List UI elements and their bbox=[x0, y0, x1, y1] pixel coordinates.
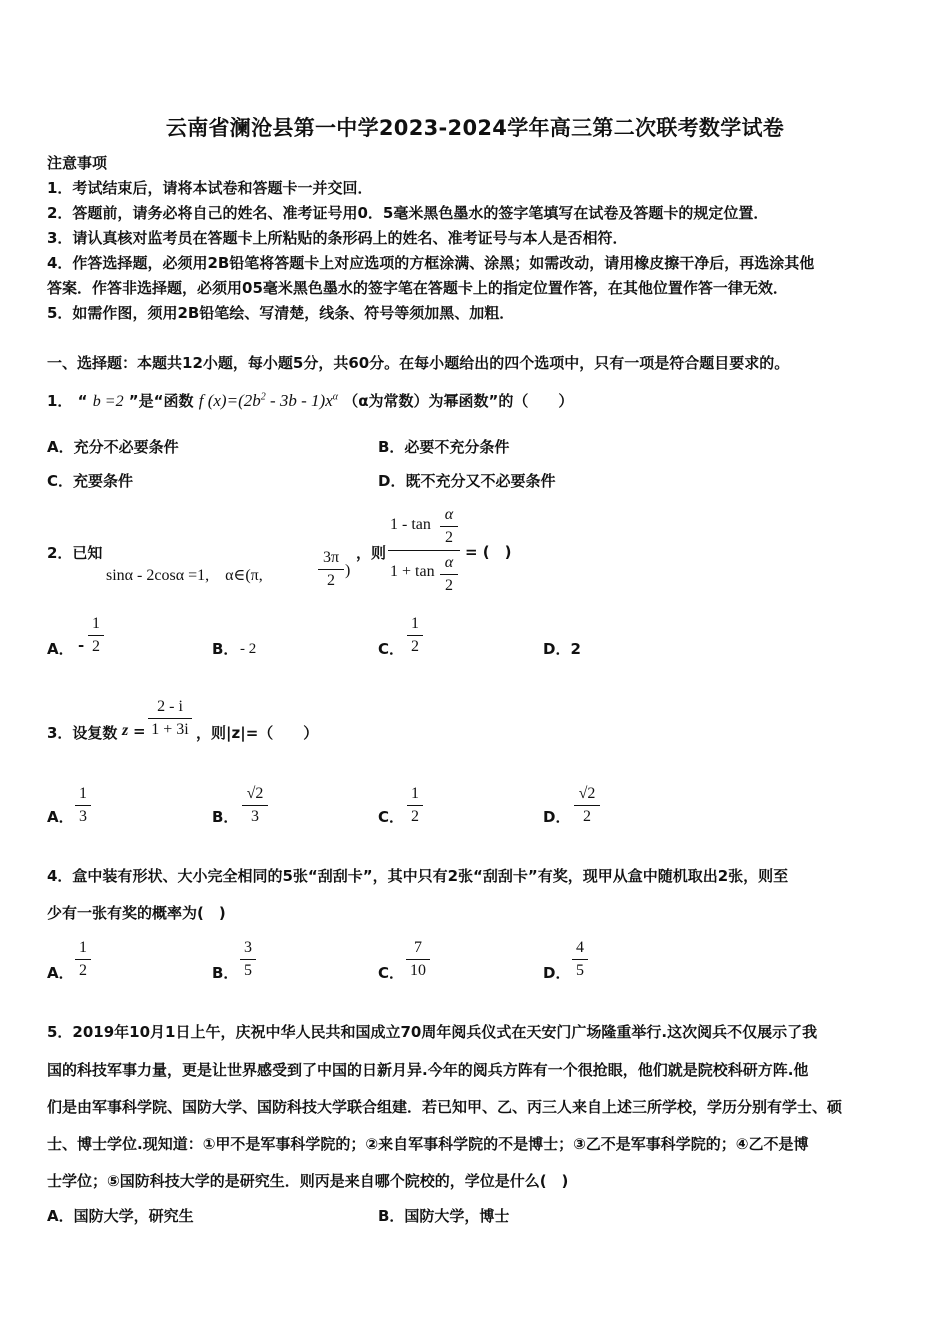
q2-equals: = ( ) bbox=[465, 543, 512, 561]
q2-expr-numerator: 1 - tan bbox=[390, 516, 431, 533]
q2-alpha: α bbox=[444, 506, 454, 523]
q2-option-b-value: - 2 bbox=[240, 641, 257, 657]
denominator: 2 bbox=[411, 808, 419, 825]
denominator: 3 bbox=[79, 808, 87, 825]
numerator: 1 bbox=[92, 615, 100, 632]
q2-two: 2 bbox=[445, 529, 453, 546]
notice-item-4-cont: 答案．作答非选择题，必须用05毫米黑色墨水的签字笔在答题卡上的指定位置作答，在其他位置作答一律无效． bbox=[47, 279, 788, 297]
numerator: 1 bbox=[411, 785, 419, 802]
fraction-bar bbox=[242, 805, 268, 806]
notice-heading: 注意事项 bbox=[47, 154, 108, 172]
q1-mid-text: ”是“函数 bbox=[128, 392, 194, 410]
q4-option-c-fraction bbox=[406, 938, 430, 981]
fraction-bar bbox=[406, 959, 430, 960]
q2-number: 2．已知 bbox=[47, 544, 103, 562]
q2-condition-close: ) bbox=[345, 562, 351, 579]
q5-line-3: 们是由军事科学院、国防大学、国防科技大学联合组建．若已知甲、乙、丙三人来自上述三所学校，学历分别有学士、硕 bbox=[47, 1098, 843, 1116]
q3-denominator: 1 + 3i bbox=[151, 721, 189, 738]
q1-option-d: D．既不充分又不必要条件 bbox=[378, 472, 556, 490]
q2-then: ，则 bbox=[356, 544, 387, 562]
q1-exponent-alpha: α bbox=[332, 391, 339, 403]
notice-item-2: 2．答题前，请务必将自己的姓名、准考证号用0．5毫米黑色墨水的签字笔填写在试卷及答题卡的规定位置． bbox=[47, 204, 769, 222]
notice-item-4: 4．作答选择题，必须用2B铅笔将答题卡上对应选项的方框涂满、涂黑；如需改动，请用橡皮擦干净后，再选涂其他 bbox=[47, 254, 815, 272]
q3-option-b-label: B． bbox=[212, 808, 239, 826]
q1-exponent-2: 2 bbox=[260, 391, 266, 403]
denominator: 2 bbox=[411, 638, 419, 655]
q2-option-a-sign: - bbox=[78, 636, 85, 654]
q4-option-d-fraction bbox=[572, 938, 588, 981]
fraction-bar bbox=[574, 805, 600, 806]
fraction-bar bbox=[572, 959, 588, 960]
q3-option-b-fraction bbox=[242, 784, 268, 827]
q4-line-2: 少有一张有奖的概率为( ) bbox=[47, 904, 226, 922]
notice-item-3: 3．请认真核对监考员在答题卡上所粘贴的条形码上的姓名、准考证号与本人是否相符． bbox=[47, 229, 628, 247]
q2-condition-fraction bbox=[318, 548, 344, 591]
q1-tail: （α为常数）为幂函数”的（ ） bbox=[343, 392, 574, 410]
q3-eq: = bbox=[133, 722, 146, 740]
denominator: 2 bbox=[79, 962, 87, 979]
q2-condition bbox=[106, 562, 263, 585]
q5-option-a: A．国防大学，研究生 bbox=[47, 1207, 194, 1225]
q3-post: ，则|z|=（ ） bbox=[196, 724, 319, 742]
q1-open-quote: “ bbox=[77, 392, 88, 410]
q1-condition: b =2 bbox=[92, 393, 124, 410]
q2-expr-den-fraction bbox=[440, 553, 458, 596]
fraction-bar bbox=[407, 635, 423, 636]
denominator: 10 bbox=[410, 962, 426, 979]
q3-option-a-label: A． bbox=[47, 808, 74, 826]
fraction-bar bbox=[440, 526, 458, 527]
numerator: 7 bbox=[414, 939, 422, 956]
denominator: 2 bbox=[583, 808, 591, 825]
q2-option-b-label: B． bbox=[212, 640, 239, 658]
numerator: 1 bbox=[79, 785, 87, 802]
numerator: 4 bbox=[576, 939, 584, 956]
q2-two: 2 bbox=[445, 577, 453, 594]
q2-main-fraction-bar bbox=[388, 550, 460, 551]
q1-function-head: f (x)=(2b bbox=[198, 391, 261, 410]
q3-fraction bbox=[148, 697, 192, 740]
q1-number: 1． bbox=[47, 392, 73, 410]
fraction-bar bbox=[440, 574, 458, 575]
q1-option-a: A．充分不必要条件 bbox=[47, 438, 179, 456]
section-heading: 一、选择题：本题共12小题，每小题5分，共60分。在每小题给出的四个选项中，只有一项是符合题目要求的。 bbox=[47, 354, 790, 372]
q2-expr-num-fraction bbox=[440, 505, 458, 548]
q3-prefix: 3．设复数 bbox=[47, 724, 118, 742]
q5-option-b: B．国防大学，博士 bbox=[378, 1207, 510, 1225]
denominator: 5 bbox=[244, 962, 252, 979]
q2-condition-denominator: 2 bbox=[327, 572, 335, 589]
q2-expr-denominator: 1 + tan bbox=[390, 563, 435, 580]
denominator: 2 bbox=[92, 638, 100, 655]
denominator: 3 bbox=[251, 808, 259, 825]
fraction-bar bbox=[88, 635, 104, 636]
q2-option-a-label: A． bbox=[47, 640, 74, 658]
q5-line-5: 士学位；⑤国防科技大学的是研究生．则丙是来自哪个院校的，学位是什么( ) bbox=[47, 1172, 569, 1190]
q2-condition-numerator: 3π bbox=[322, 549, 340, 566]
q4-option-c-label: C． bbox=[378, 964, 405, 982]
notice-item-5: 5．如需作图，须用2B铅笔绘、写清楚，线条、符号等须加黑、加粗． bbox=[47, 304, 515, 322]
q2-option-d: D．2 bbox=[543, 640, 581, 658]
notice-item-1: 1．考试结束后，请将本试卷和答题卡一并交回． bbox=[47, 179, 373, 197]
q1-function bbox=[199, 391, 338, 410]
q1-option-b: B．必要不充分条件 bbox=[378, 438, 510, 456]
q4-option-b-fraction bbox=[240, 938, 256, 981]
fraction-bar bbox=[75, 959, 91, 960]
q4-option-a-label: A． bbox=[47, 964, 74, 982]
fraction-bar bbox=[240, 959, 256, 960]
denominator: 5 bbox=[576, 962, 584, 979]
q3-option-d-label: D． bbox=[543, 808, 571, 826]
numerator: 3 bbox=[244, 939, 252, 956]
q4-option-d-label: D． bbox=[543, 964, 571, 982]
q2-option-c-label: C． bbox=[378, 640, 405, 658]
q4-option-b-label: B． bbox=[212, 964, 239, 982]
q3-z: z bbox=[122, 722, 129, 739]
numerator: 1 bbox=[79, 939, 87, 956]
q2-condition-text: sinα - 2cosα =1, α∈(π, bbox=[106, 567, 263, 584]
q2-option-c-fraction bbox=[407, 614, 423, 657]
q5-line-2: 国的科技军事力量，更是让世界感受到了中国的日新月异.今年的阅兵方阵有一个很抢眼，他们就是院校科研方阵.他 bbox=[47, 1061, 809, 1079]
q4-option-a-fraction bbox=[75, 938, 91, 981]
q1-stem bbox=[47, 390, 573, 411]
q4-line-1: 4．盒中装有形状、大小完全相同的5张“刮刮卡”，其中只有2张“刮刮卡”有奖，现甲从盒中随机取出2张，则至 bbox=[47, 867, 789, 885]
numerator: 1 bbox=[411, 615, 419, 632]
q3-option-d-fraction bbox=[574, 784, 600, 827]
q5-line-4: 士、博士学位.现知道：①甲不是军事科学院的；②来自军事科学院的不是博士；③乙不是军事科学院的；④乙不是博 bbox=[47, 1135, 809, 1153]
q3-option-c-fraction bbox=[407, 784, 423, 827]
q3-option-c-label: C． bbox=[378, 808, 405, 826]
q1-option-c: C．充要条件 bbox=[47, 472, 134, 490]
q1-function-rest: - 3b - 1)x bbox=[265, 391, 333, 410]
fraction-bar bbox=[407, 805, 423, 806]
q2-alpha: α bbox=[444, 554, 454, 571]
numerator: √2 bbox=[246, 785, 264, 802]
page-title: 云南省澜沧县第一中学2023-2024学年高三第二次联考数学试卷 bbox=[165, 116, 785, 140]
q2-option-a-fraction bbox=[88, 614, 104, 657]
fraction-bar bbox=[75, 805, 91, 806]
fraction-bar bbox=[318, 569, 344, 570]
q3-numerator: 2 - i bbox=[157, 698, 183, 715]
q5-line-1: 5．2019年10月1日上午，庆祝中华人民共和国成立70周年阅兵仪式在天安门广场隆重举行.这次阅兵不仅展示了我 bbox=[47, 1023, 818, 1041]
fraction-bar bbox=[148, 718, 192, 719]
q3-option-a-fraction bbox=[75, 784, 91, 827]
numerator: √2 bbox=[578, 785, 596, 802]
